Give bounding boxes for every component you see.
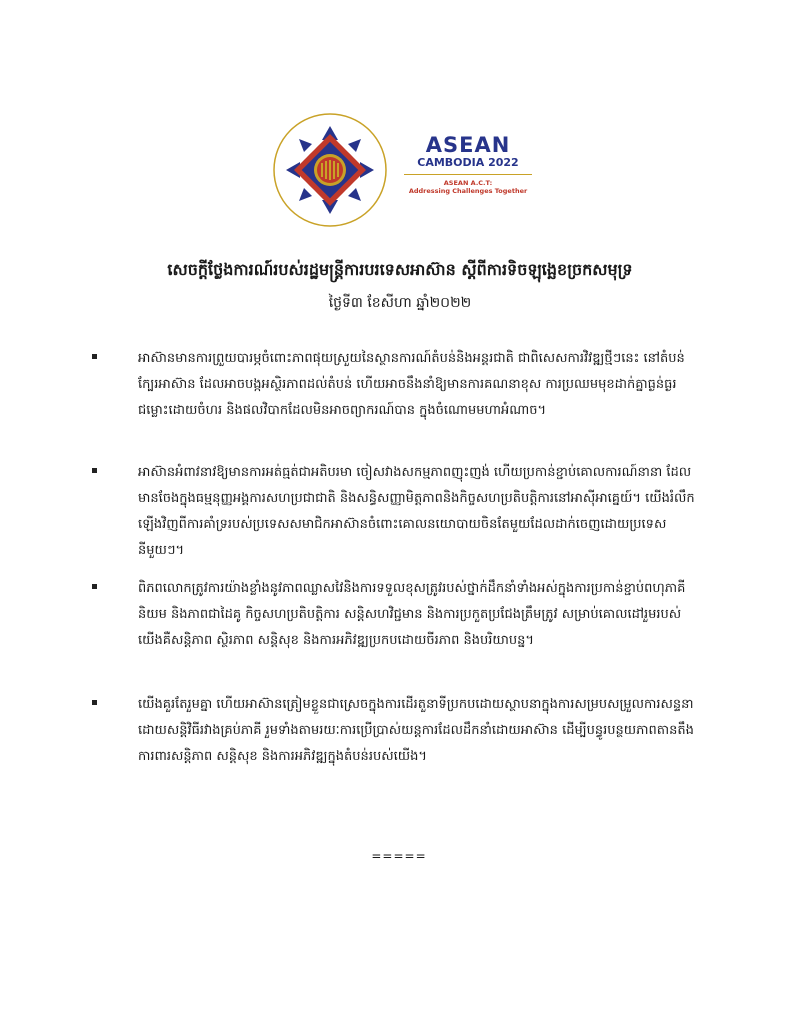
bullet-icon: [92, 468, 97, 473]
asean-emblem-icon: [270, 110, 390, 230]
bullet-icon: [92, 354, 97, 359]
document-title: សេចក្តីថ្លែងការណ៍របស់រដ្ឋមន្ត្រីការបរទេសអាស៊ាន ស្តីពីការទិចឡុង្ឆេខច្រកសមុទ្រ: [167, 260, 633, 279]
bullet-icon: [92, 700, 97, 705]
logo-title: ASEAN: [425, 133, 511, 157]
paragraph-text: ពិភពលោកត្រូវការយ៉ាងខ្លាំងនូវភាពឈ្លាសវៃនិងការទទួលខុសត្រូវរបស់ថ្នាក់ដឹកនាំទាំងអស់ក្នុងការប្រកាន់ខ្ជាប់ពហុភាគីនិយម និងភាពជាដៃគូ កិច្ចសហប្រតិបត្តិការ សន្តិសហវិជ្ជមាន និងការប្រកួតប្រជែងត្រឹមត្រូវ សម្រាប់គោលដៅរួមរបស់យើងគឺសន្តិភាព ស្ថិរភាព សន្តិសុខ និងការអភិវឌ្ឍប្រកបដោយចីរភាព និងបរិយាបន្ន។: [138, 581, 686, 648]
bullet-icon: [92, 584, 97, 589]
paragraph-text: អាស៊ានអំពាវនាវឱ្យមានការអត់ធ្មត់ជាអតិបរមា ចៀសវាងសកម្មភាពញុះញង់ ហើយប្រកាន់ខ្ជាប់គោលការណ៍នានា ដែលមានចែងក្នុងធម្មនុញ្ញអង្គការសហប្រជាជាតិ និងសន្ធិសញ្ញាមិត្តភាពនិងកិច្ចសហប្រតិបត្តិការនៅអាស៊ីអាគ្នេយ៍។ យើងរំលឹកឡើងវិញពីការគាំទ្ររបស់ប្រទេសសមាជិកអាស៊ានចំពោះគោលនយោបាយចិនតែមួយដែលដាក់ចេញដោយប្រទេសនីមួយៗ។: [138, 465, 695, 558]
logo-wordmark: [398, 134, 538, 195]
paragraph-text: យើងគួរតែរួមគ្នា ហើយអាស៊ានត្រៀមខ្លួនជាស្រេចក្នុងការដើរតួនាទីប្រកបដោយស្ថាបនាក្នុងការសម្របសម្រួលការសន្ទនាដោយសន្តិវិធីរវាងគ្រប់ភាគី រួមទាំងតាមរយៈការប្រើប្រាស់យន្តការដែលដឹកនាំដោយអាស៊ាន ដើម្បីបន្ធូរបន្ថយភាពតានតឹង ការពារសន្តិភាព សន្តិសុខ និងការអភិវឌ្ឍក្នុងតំបន់របស់យើង។: [138, 697, 694, 764]
asean-cambodia-logo: [270, 110, 530, 230]
document-date: ថ្ងៃទី៣ ខែសីហា ឆ្នាំ២០២២: [328, 295, 472, 311]
logo-subtitle: CAMBODIA 2022: [417, 156, 519, 169]
logo-divider: [404, 174, 532, 175]
paragraph-text: អាស៊ានមានការព្រួយបារម្ភចំពោះភាពផុយស្រួយនៃស្ថានការណ៍តំបន់និងអន្តរជាតិ ជាពិសេសការវិវឌ្ឍថ្មីៗនេះ នៅតំបន់ក្បែរអាស៊ាន ដែលអាចបង្កអស្ថិរភាពដល់តំបន់ ហើយអាចនឹងនាំឱ្យមានការគណនាខុស ការប្រឈមមុខដាក់គ្នាធ្ងន់ធ្ងរ ជម្លោះដោយចំហរ និងផលវិបាកដែលមិនអាចព្យាករណ៍បាន ក្នុងចំណោមមហាអំណាច។: [138, 351, 685, 418]
end-separator: =====: [371, 849, 427, 863]
logo-act-text: ASEAN A.C.T:: [443, 179, 493, 187]
logo-tagline: Addressing Challenges Together: [408, 187, 528, 195]
